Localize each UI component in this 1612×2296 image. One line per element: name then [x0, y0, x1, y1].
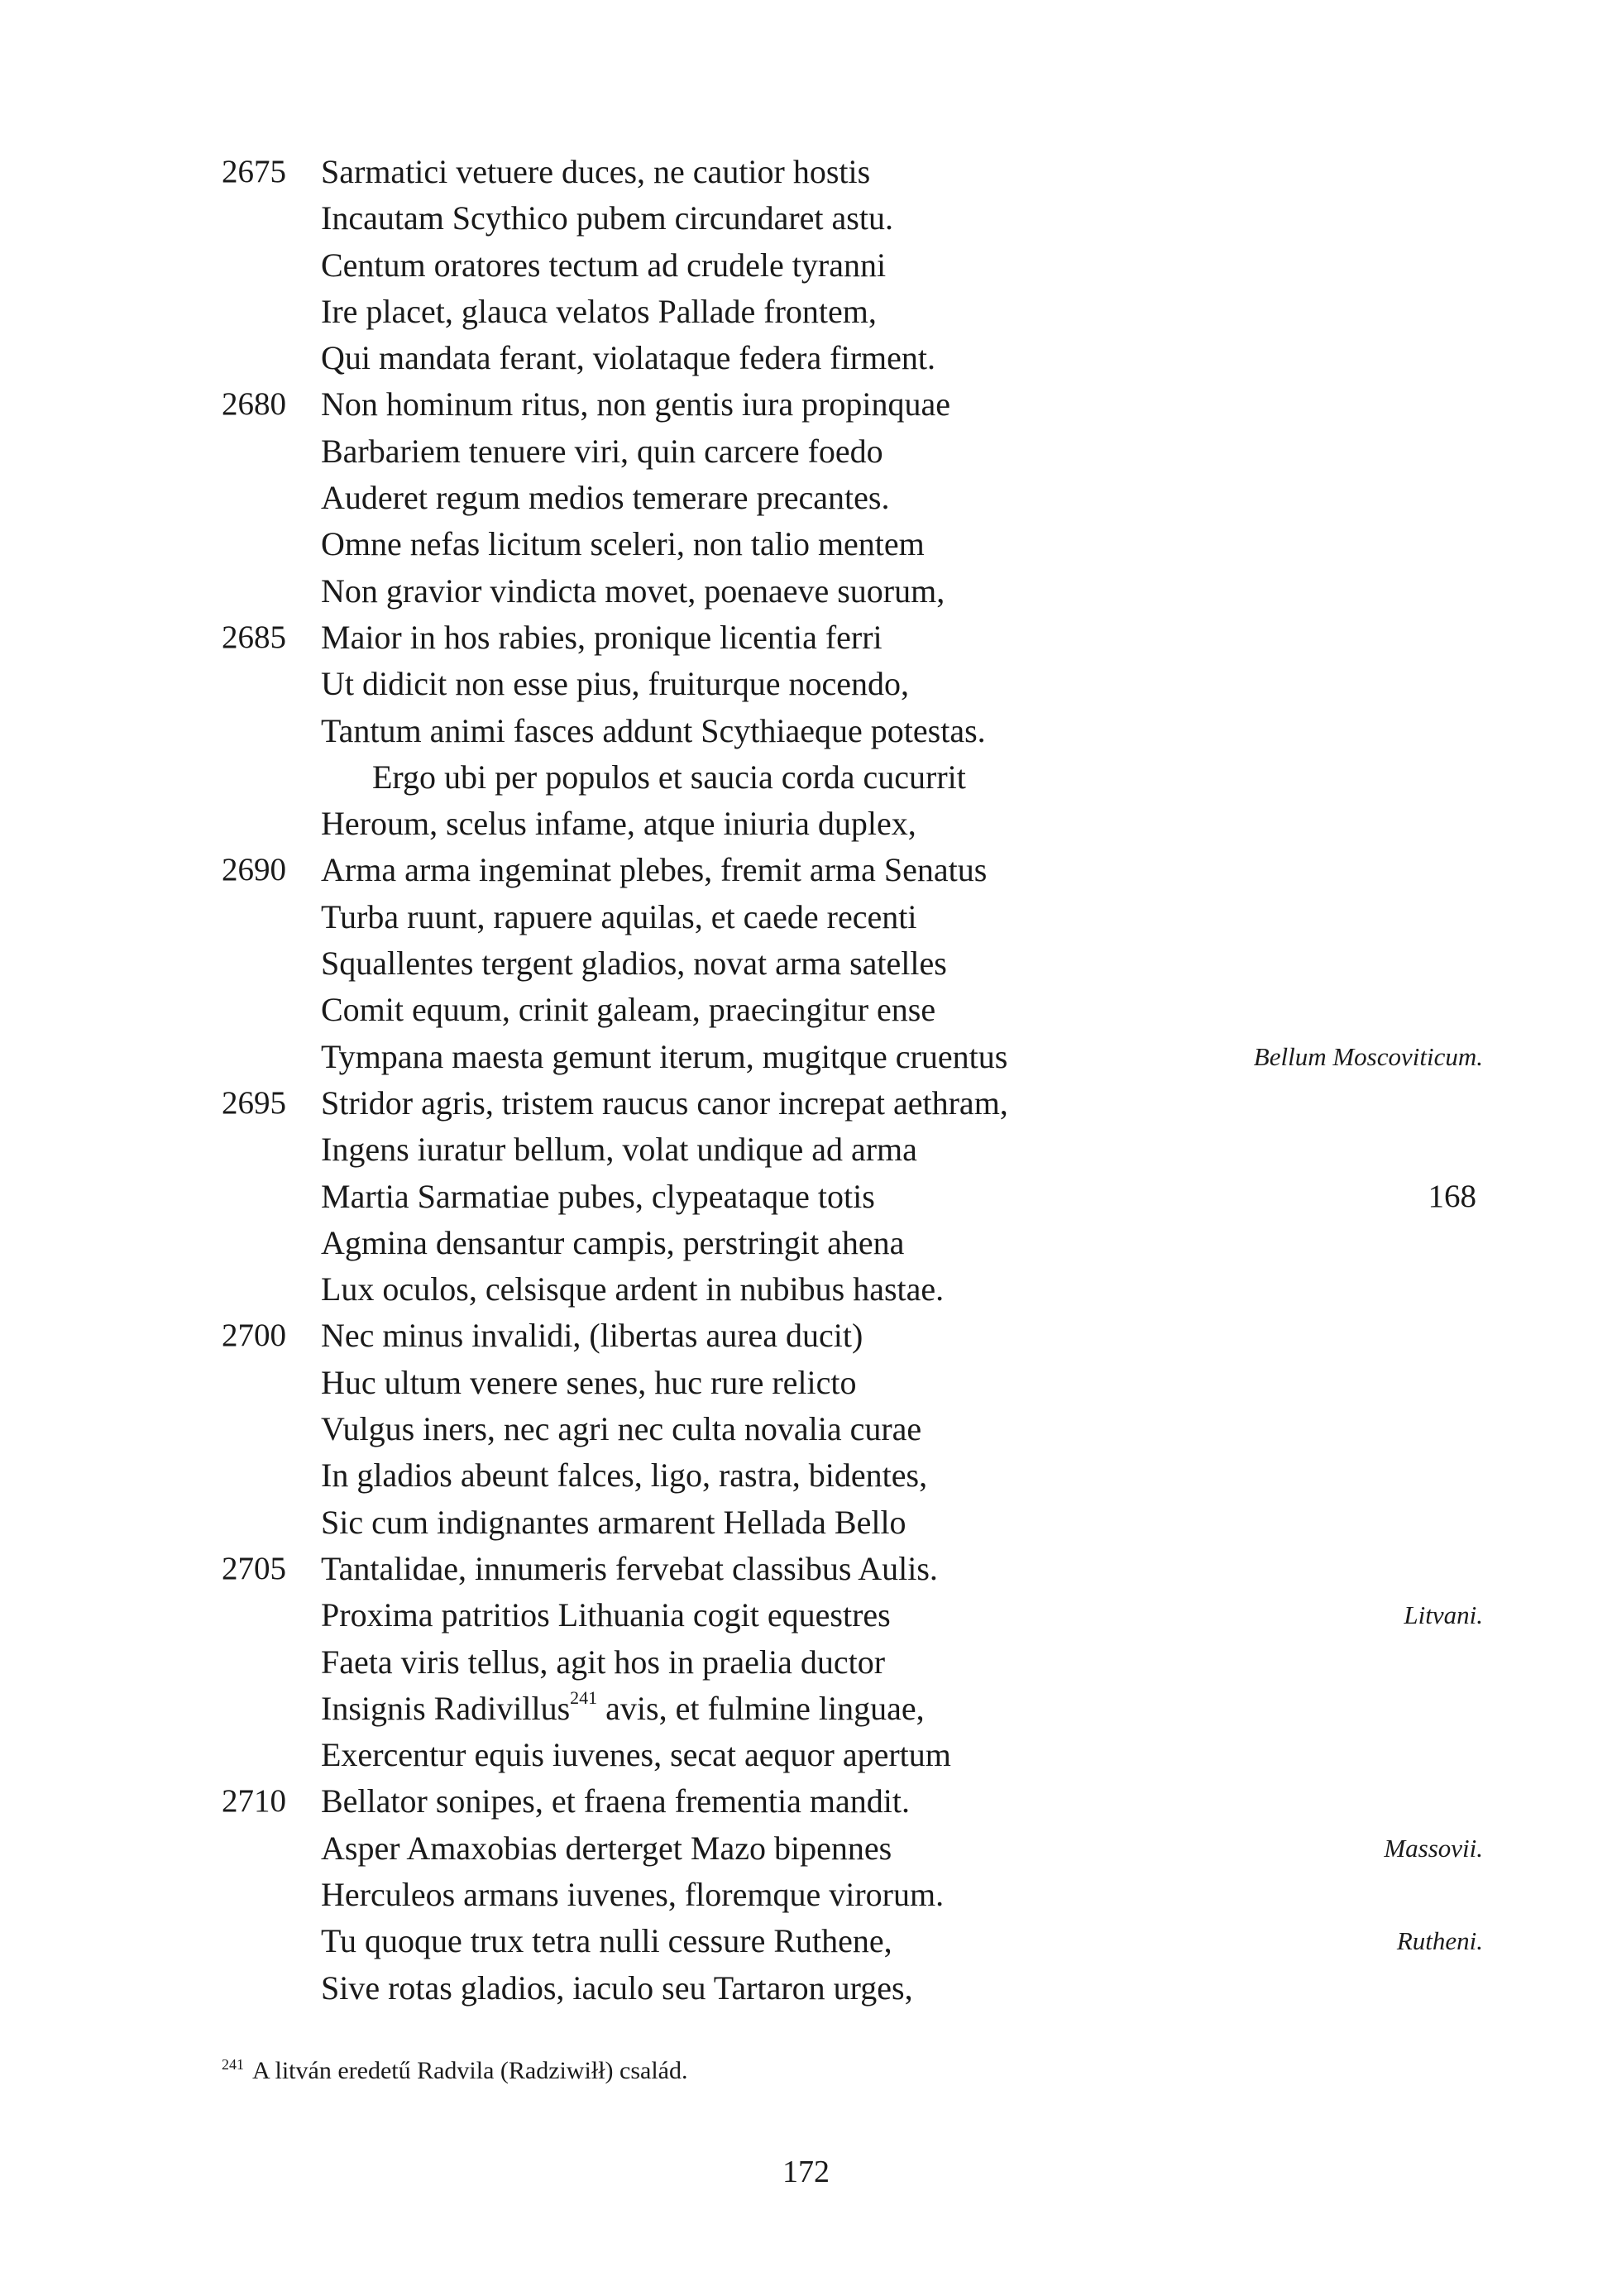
verse-line [0, 1965, 1612, 2011]
footnote-reference: 241 [570, 1687, 598, 1709]
verse-line [0, 149, 1612, 195]
verse-line [0, 289, 1612, 335]
verse-text: Omne nefas licitum sceleri, non talio mentem [321, 525, 925, 563]
footnote-text: A litván eredetű Radvila (Radziwiłł) család. [252, 2057, 688, 2084]
line-number: 2675 [222, 154, 286, 189]
verse-text: Lux oculos, celsisque ardent in nubibus hastae. [321, 1270, 945, 1308]
verse-line [0, 1546, 1612, 1592]
verse-line [0, 1592, 1612, 1638]
verse-line [0, 428, 1612, 475]
verse-line [0, 754, 1612, 801]
verse-line [0, 801, 1612, 847]
verse-text: Qui mandata ferant, violataque federa firment. [321, 339, 935, 377]
verse-text: Tantum animi fasces addunt Scythiaeque potestas. [321, 711, 986, 749]
verse-text: Centum oratores tectum ad crudele tyranni [321, 246, 887, 284]
verse-text: Comit equum, crinit galeam, praecingitur ense [321, 991, 936, 1029]
verse-line [0, 195, 1612, 242]
verse-text: Vulgus iners, nec agri nec culta novalia curae [321, 1410, 922, 1448]
verse-text: Sive rotas gladios, iaculo seu Tartaron urges, [321, 1968, 913, 2007]
margin-note-massovii: Massovii. [1384, 1833, 1483, 1863]
verse-line [0, 568, 1612, 615]
verse-text: Tantalidae, innumeris fervebat classibus Aulis. [321, 1549, 938, 1587]
verse-text-indented: Ergo ubi per populos et saucia corda cucurrit [372, 758, 966, 796]
verse-text: Non gravior vindicta movet, poenaeve suorum, [321, 572, 945, 610]
verse-line [0, 1825, 1612, 1872]
verse-text: Martia Sarmatiae pubes, clypeataque totis [321, 1177, 875, 1215]
verse-line [0, 940, 1612, 987]
verse-text: Stridor agris, tristem raucus canor increpat aethram, [321, 1083, 1008, 1122]
footnote-mark: 241 [222, 2056, 244, 2073]
footnote [222, 2056, 688, 2085]
verse-text: Huc ultum venere senes, huc rure relicto [321, 1363, 857, 1401]
verse-text: Non hominum ritus, non gentis iura propinquae [321, 385, 951, 423]
verse-text: Agmina densantur campis, perstringit ahena [321, 1223, 905, 1261]
verse-text: Arma arma ingeminat plebes, fremit arma Senatus [321, 851, 988, 889]
verse-line [0, 1174, 1612, 1220]
verse-text: Faeta viris tellus, agit hos in praelia ductor [321, 1643, 886, 1681]
verse-line [0, 1080, 1612, 1126]
verse-line [0, 894, 1612, 940]
verse-line [0, 1360, 1612, 1406]
verse-text: Heroum, scelus infame, atque iniuria duplex, [321, 805, 916, 843]
verse-line [0, 1500, 1612, 1546]
line-number: 2685 [222, 619, 286, 655]
verse-text: Nec minus invalidi, (libertas aurea ducit) [321, 1317, 863, 1355]
verse-line [0, 615, 1612, 661]
verse-line [0, 1406, 1612, 1452]
verse-line [0, 1872, 1612, 1918]
verse-line [0, 1220, 1612, 1266]
verse-text-part: Insignis Radivillus [321, 1689, 571, 1727]
verse-text-part: avis, et fulmine linguae, [597, 1689, 925, 1727]
verse-text: Auderet regum medios temerare precantes. [321, 479, 890, 517]
verse-text: Sic cum indignantes armarent Hellada Bello [321, 1503, 906, 1541]
verse-line [0, 242, 1612, 289]
verse-text: Ire placet, glauca velatos Pallade frontem, [321, 292, 877, 330]
verse-text: Tympana maesta gemunt iterum, mugitque cruentus [321, 1037, 1008, 1075]
verse-text: Exercentur equis iuvenes, secat aequor apertum [321, 1736, 951, 1774]
margin-note-bellum: Bellum Moscoviticum. [1253, 1041, 1483, 1071]
verse-line [0, 335, 1612, 381]
verse-line [0, 1126, 1612, 1173]
verse-line [0, 661, 1612, 707]
verse-line [0, 708, 1612, 754]
verse-line [0, 521, 1612, 567]
verse-line [0, 1034, 1612, 1080]
verse-text: Maior in hos rabies, pronique licentia ferri [321, 618, 883, 656]
verse-text: Bellator sonipes, et fraena frementia mandit. [321, 1782, 910, 1820]
verse-text: Squallentes tergent gladios, novat arma satelles [321, 945, 947, 983]
verse-line [0, 987, 1612, 1033]
line-number: 2710 [222, 1783, 286, 1820]
verse-line [0, 1732, 1612, 1778]
original-page-number: 168 [1428, 1178, 1476, 1214]
margin-note-rutheni: Rutheni. [1396, 1926, 1483, 1956]
verse-text: Incautam Scythico pubem circundaret astu. [321, 199, 893, 237]
verse-text [321, 1686, 925, 1732]
verse-line [0, 847, 1612, 893]
verse-line [0, 1686, 1612, 1732]
verse-text: Sarmatici vetuere duces, ne cautior hostis [321, 153, 871, 190]
verse-text: Proxima patritios Lithuania cogit equestres [321, 1596, 891, 1634]
verse-line [0, 1778, 1612, 1825]
line-number: 2690 [222, 852, 286, 888]
margin-note-litvani: Litvani. [1404, 1600, 1483, 1630]
line-number: 2695 [222, 1084, 286, 1121]
verse-text: In gladios abeunt falces, ligo, rastra, bidentes, [321, 1457, 928, 1495]
verse-line [0, 1313, 1612, 1359]
poem-text [0, 149, 1612, 2011]
verse-text: Barbariem tenuere viri, quin carcere foedo [321, 432, 883, 470]
verse-text: Ut didicit non esse pius, fruiturque nocendo, [321, 665, 909, 703]
verse-text: Asper Amaxobias derterget Mazo bipennes [321, 1829, 892, 1867]
verse-text: Herculeos armans iuvenes, floremque virorum. [321, 1875, 945, 1913]
line-number: 2700 [222, 1318, 286, 1354]
line-number: 2705 [222, 1550, 286, 1586]
line-number: 2680 [222, 386, 286, 423]
verse-line [0, 1266, 1612, 1313]
verse-line [0, 1918, 1612, 1964]
verse-text: Ingens iuratur bellum, volat undique ad arma [321, 1131, 917, 1169]
page-number: 172 [782, 2155, 830, 2189]
verse-line [0, 1639, 1612, 1686]
verse-line [0, 381, 1612, 428]
verse-line [0, 475, 1612, 521]
verse-text: Tu quoque trux tetra nulli cessure Ruthene, [321, 1922, 892, 1960]
verse-text: Turba ruunt, rapuere aquilas, et caede recenti [321, 897, 917, 935]
verse-line [0, 1452, 1612, 1499]
